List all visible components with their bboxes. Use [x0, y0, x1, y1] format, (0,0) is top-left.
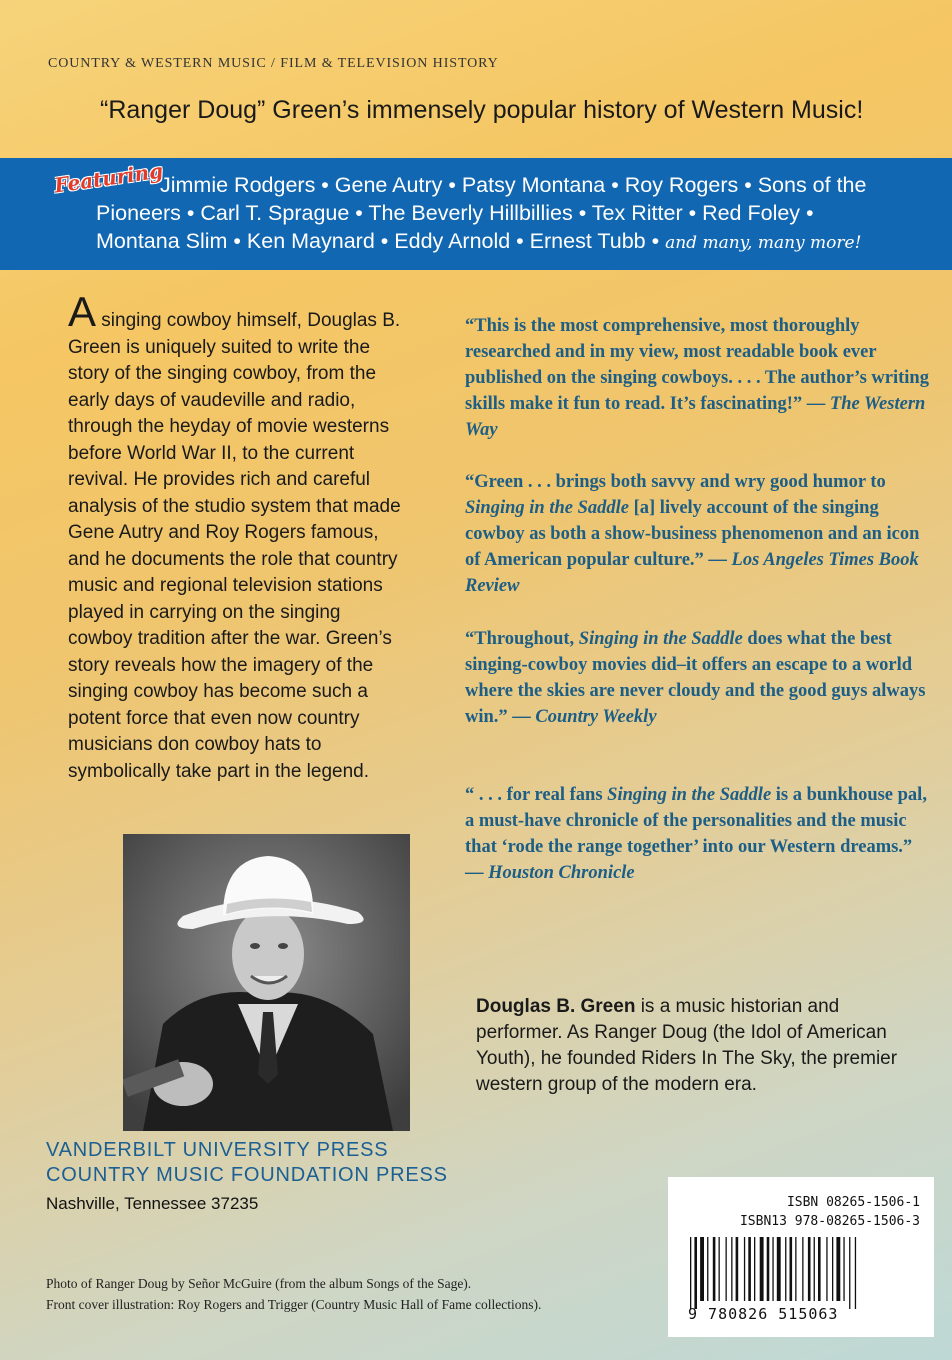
quote-text: “Green . . . brings both savvy and wry good humor to: [465, 472, 886, 492]
barcode-bar: [719, 1237, 720, 1301]
author-bio-text: is a music historian and performer. As Ranger Doug (the Idol of American Youth), he founded Riders In The Sky, the premier western group of the modern era.: [476, 996, 898, 1095]
description-text: singing cowboy himself, Douglas B. Green is uniquely suited to write the story of the singing cowboy, from the early days of vaudeville and radio, through the heyday of movie westerns before World War II, to the current revival. He provides rich and careful analysis of the studio system that made Gene Autry and Roy Rogers famous, and he documents the role that country music and regional television stations played in carrying on the singing cowboy tradition after the war. Green’s story reveals how the imagery of the singing cowboy has become such a potent force that even now country musicians don cowboy hats to symbolically take part in the legend.: [68, 310, 401, 782]
quote-source: Houston Chronicle: [488, 863, 635, 883]
review-quote: [465, 782, 935, 886]
barcode-bar: [849, 1237, 850, 1309]
review-quote: [465, 313, 935, 443]
barcode-bar: [736, 1237, 739, 1301]
description-paragraph: [68, 288, 408, 785]
book-title: Singing in the Saddle: [578, 629, 743, 649]
barcode-bar: [790, 1237, 793, 1301]
isbn-10: ISBN 08265-1506-1: [786, 1195, 920, 1210]
barcode-bar: [760, 1237, 764, 1301]
featuring-line-2: Pioneers • Carl T. Sprague • The Beverly Hillbillies • Tex Ritter • Red Foley •: [96, 201, 814, 225]
barcode-bar: [785, 1237, 786, 1301]
barcode-bar: [795, 1237, 796, 1301]
book-title: Singing in the Saddle: [607, 785, 772, 805]
barcode-bar: [855, 1237, 856, 1309]
publisher-address: Nashville, Tennessee 37235: [46, 1194, 259, 1213]
barcode-bar: [767, 1237, 770, 1301]
featuring-line-3-text: Montana Slim • Ken Maynard • Eddy Arnold • Ernest Tubb •: [96, 229, 666, 253]
quote-text: is a bunkhouse pal, a must-have chronicle of the personalities and the music that ‘rode the range together’ into our Western dreams.” —: [465, 785, 927, 883]
barcode-bar: [690, 1237, 691, 1309]
publisher-name: VANDERBILT UNIVERSITY PRESS: [46, 1139, 389, 1161]
barcode-bar: [826, 1237, 827, 1301]
quote-text: [a] lively account of the singing cowboy as both a show-business phenomenon and an icon of American popular culture.” —: [465, 498, 920, 570]
review-quote: [465, 469, 935, 599]
barcode-bar: [726, 1237, 727, 1301]
featuring-line-3: [96, 229, 861, 254]
photo-credit: Photo of Ranger Doug by Señor McGuire (from the album Songs of the Sage).: [46, 1276, 472, 1291]
author-photo-illustration: [123, 834, 410, 1131]
quote-source: Country Weekly: [535, 707, 657, 727]
barcode-bar: [843, 1237, 844, 1301]
quote-text: “Throughout,: [465, 629, 579, 649]
isbn-13: ISBN13 978-08265-1506-3: [739, 1214, 920, 1229]
barcode-bar: [694, 1237, 697, 1309]
barcode-bar: [777, 1237, 781, 1301]
barcode-icon: [690, 1237, 914, 1309]
featuring-more: and many, many more!: [665, 233, 862, 253]
featuring-logo: Featuring: [52, 158, 165, 198]
author-photo: [123, 834, 410, 1131]
featuring-line-1: Jimmie Rodgers • Gene Autry • Patsy Montana • Roy Rogers • Sons of the: [160, 173, 867, 197]
barcode-bar: [814, 1237, 815, 1301]
quote-text: “This is the most comprehensive, most thoroughly researched and in my view, most readable book ever published on the singing cowboys. . . . The author’s writing skills make it fun to read. It’s fascinating!” —: [465, 316, 929, 414]
barcode-bar: [707, 1237, 708, 1301]
barcode-bar: [713, 1237, 716, 1301]
publisher-name: COUNTRY MUSIC FOUNDATION PRESS: [46, 1164, 448, 1186]
barcode-digits: 9 780826 515063: [688, 1305, 839, 1323]
barcode-bar: [836, 1237, 840, 1301]
category-label: COUNTRY & WESTERN MUSIC / FILM & TELEVISION HISTORY: [48, 56, 499, 71]
review-quote: [465, 626, 935, 730]
tagline: “Ranger Doug” Green’s immensely popular history of Western Music!: [100, 96, 864, 124]
quote-source: The Western Way: [465, 394, 926, 440]
cover-credit: Front cover illustration: Roy Rogers and Trigger (Country Music Hall of Fame collections).: [46, 1297, 542, 1312]
barcode-bar: [748, 1237, 751, 1301]
quote-text: “ . . . for real fans: [465, 785, 608, 805]
barcode-panel: [668, 1177, 934, 1337]
barcode-bar: [802, 1237, 803, 1301]
author-bio: [476, 994, 916, 1098]
drop-cap: A: [68, 288, 97, 335]
barcode-bar: [832, 1237, 833, 1301]
barcode-bar: [700, 1237, 704, 1301]
book-title: Singing in the Saddle: [465, 498, 629, 518]
quote-source: Los Angeles Times Book Review: [465, 550, 919, 596]
barcode-bar: [818, 1237, 821, 1301]
barcode-bar: [772, 1237, 773, 1301]
author-name: Douglas B. Green: [476, 996, 636, 1017]
barcode-bar: [731, 1237, 732, 1301]
quote-text: does what the best singing-cowboy movies did–it offers an escape to a world where the skies are never cloudy and the good guys always win.” —: [465, 629, 926, 727]
barcode-bar: [754, 1237, 755, 1301]
barcode-bar: [744, 1237, 745, 1301]
barcode-bar: [808, 1237, 811, 1301]
